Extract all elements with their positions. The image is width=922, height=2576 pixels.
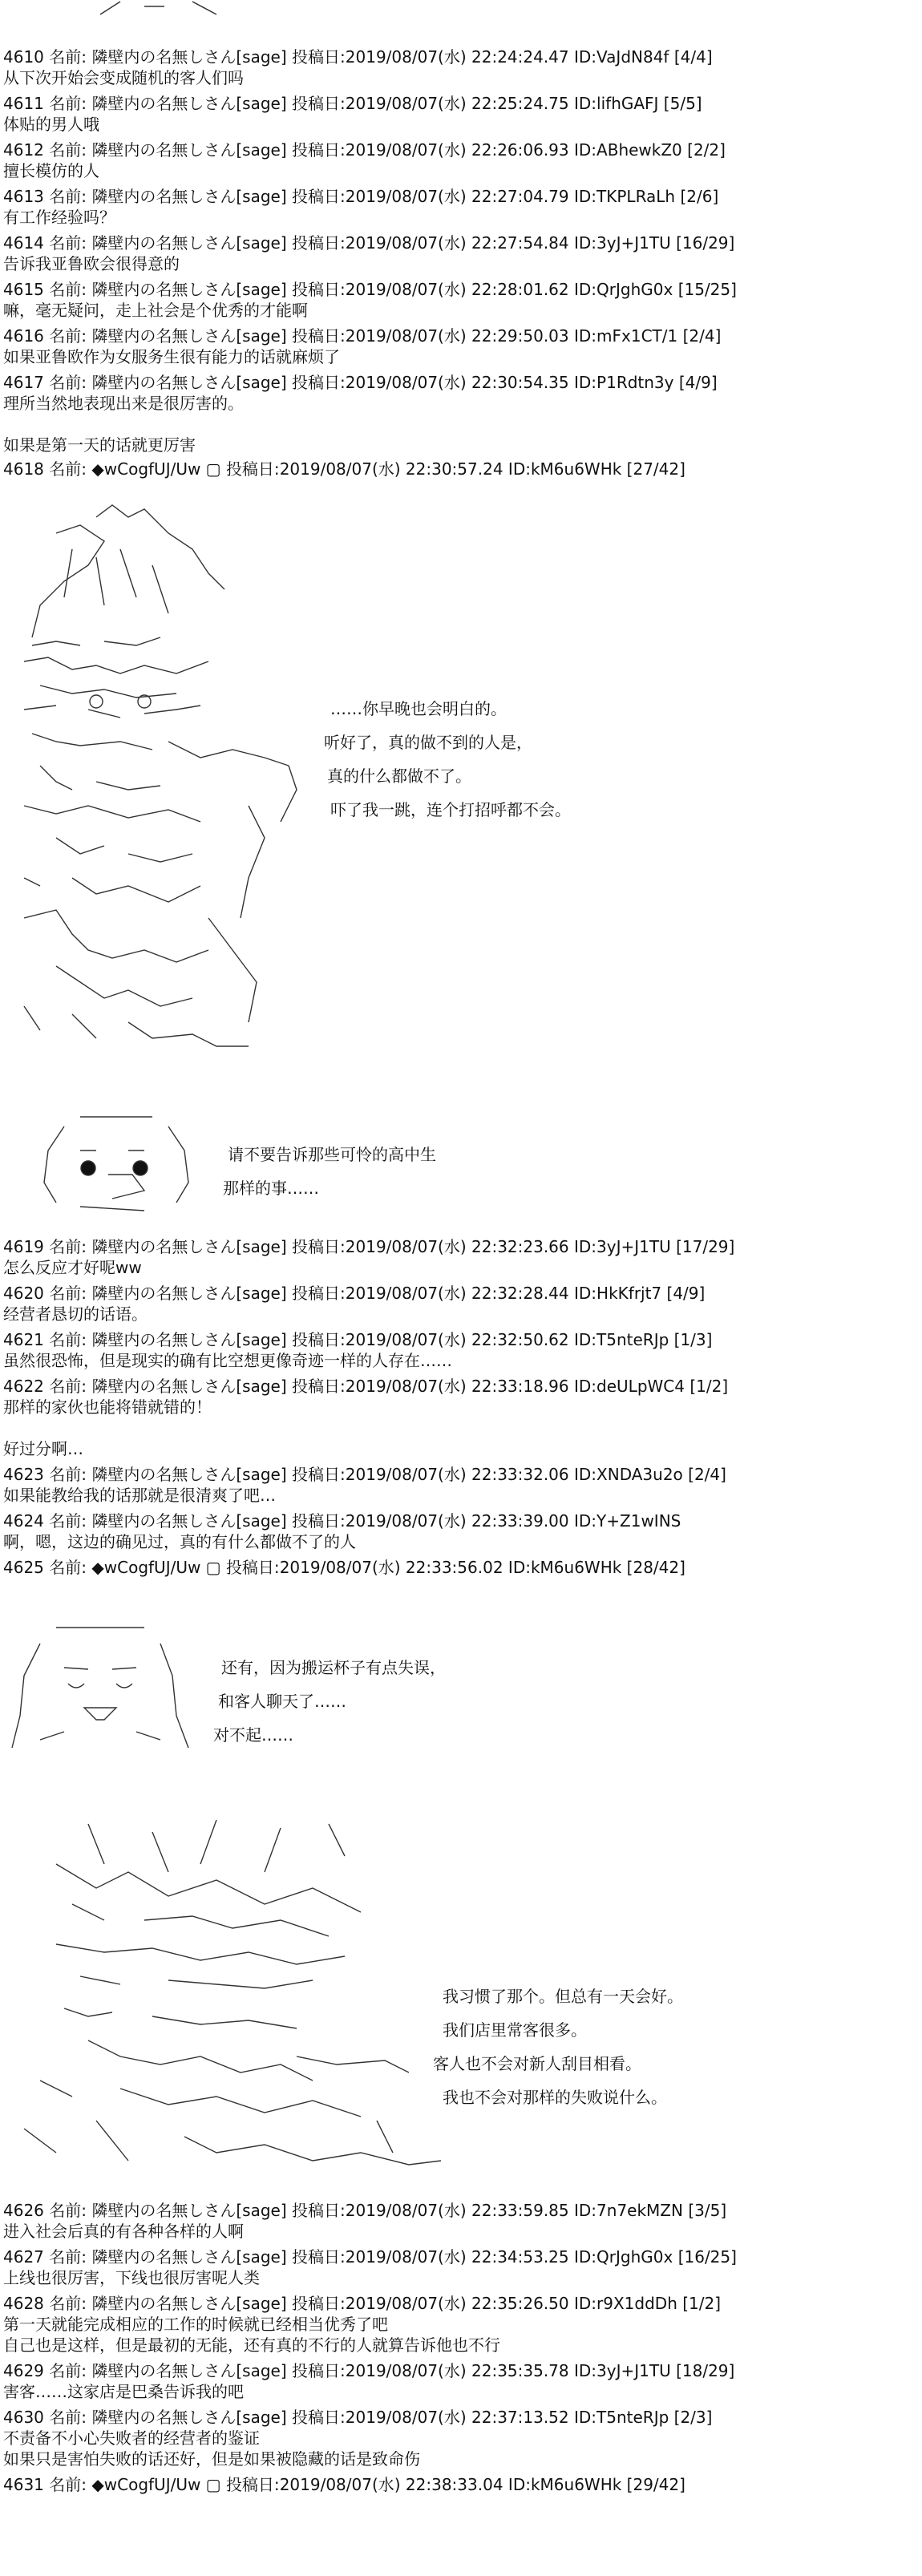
post-body: 理所当然地表现出来是很厉害的。 如果是第一天的话就更厉害: [3, 394, 244, 455]
post-body: 不责备不小心失败者的经营者的鉴证 如果只是害怕失败的话还好，但是如果被隐藏的话是致命伤: [3, 2428, 420, 2469]
dialogue-line: 我也不会对那样的失败说什么。: [443, 2088, 667, 2107]
post-header: 4621 名前: 隣壁内の名無しさん[sage] 投稿日:2019/08/07(水) 22:32:50.62 ID:T5nteRJp [1/3]: [3, 1330, 713, 1349]
post: [3, 372, 917, 455]
dialogue-line: 听好了，真的做不到的人是，: [324, 733, 532, 752]
ascii-art-character-2: [8, 1816, 457, 2169]
post-body: 第一天就能完成相应的工作的时候就已经相当优秀了吧 自己也是这样，但是最初的无能，还有真的不行的人就算告诉他也不行: [3, 2315, 500, 2355]
post-body: 嘛，毫无疑问，走上社会是个优秀的才能啊: [3, 301, 308, 320]
post-header: 4627 名前: 隣壁内の名無しさん[sage] 投稿日:2019/08/07(水) 22:34:53.25 ID:QrJghG0x [16/25]: [3, 2247, 737, 2267]
post-header: 4616 名前: 隣壁内の名無しさん[sage] 投稿日:2019/08/07(水) 22:29:50.03 ID:mFx1CT/1 [2/4]: [3, 326, 722, 346]
post-body: 有工作经验吗？: [3, 208, 115, 227]
post: [3, 1464, 917, 1506]
post-header: 4630 名前: 隣壁内の名無しさん[sage] 投稿日:2019/08/07(水) 22:37:13.52 ID:T5nteRJp [2/3]: [3, 2408, 713, 2427]
post: [3, 140, 917, 181]
post-header: 4629 名前: 隣壁内の名無しさん[sage] 投稿日:2019/08/07(水) 22:35:35.78 ID:3yJ+J1TU [18/29]: [3, 2361, 735, 2380]
post-header: 4625 名前: ◆wCogfUJ/Uw ▢ 投稿日:2019/08/07(水) 22:33:56.02 ID:kM6u6WHk [28/42]: [3, 1558, 685, 1577]
dialogue-line: 和客人聊天了……: [218, 1692, 346, 1711]
post: [3, 233, 917, 274]
post: [3, 279, 917, 321]
post-header: 4626 名前: 隣壁内の名無しさん[sage] 投稿日:2019/08/07(水) 22:33:59.85 ID:7n7ekMZN [3/5]: [3, 2201, 727, 2220]
dialogue-line: 吓了我一跳，连个打招呼都不会。: [330, 800, 571, 819]
post-header: 4619 名前: 隣壁内の名無しさん[sage] 投稿日:2019/08/07(水) 22:32:23.66 ID:3yJ+J1TU [17/29]: [3, 1237, 735, 1256]
post-header: 4610 名前: 隣壁内の名無しさん[sage] 投稿日:2019/08/07(水) 22:24:24.47 ID:VaJdN84f [4/4]: [3, 47, 713, 67]
post-body: 如果亚鲁欧作为女服务生很有能力的话就麻烦了: [3, 347, 340, 366]
post: [3, 2474, 917, 2495]
ascii-art-character-1: [8, 501, 313, 1054]
ascii-art-fragment-top: [96, 0, 224, 16]
dialogue-line: 对不起……: [213, 1725, 293, 1745]
post-body: 如果能教给我的话那就是很清爽了吧…: [3, 1486, 276, 1505]
post: [3, 2407, 917, 2469]
dialogue-line: 我们店里常客很多。: [443, 2020, 587, 2040]
post: [3, 2360, 917, 2402]
post: [3, 1557, 917, 1578]
post-body: 那样的家伙也能将错就错的！ 好过分啊…: [3, 1397, 212, 1458]
post: [3, 1283, 917, 1324]
post-body: 从下次开始会变成随机的客人们吗: [3, 68, 244, 87]
post: [3, 2200, 917, 2242]
dialogue-line: 请不要告诉那些可怜的高中生: [228, 1145, 436, 1164]
post-body: 体贴的男人哦: [3, 115, 99, 134]
post: [3, 1329, 917, 1371]
post: [3, 459, 917, 479]
post-body: 进入社会后真的有各种各样的人啊: [3, 2222, 244, 2241]
ascii-art-face-2: [8, 1620, 192, 1756]
post-header: 4617 名前: 隣壁内の名無しさん[sage] 投稿日:2019/08/07(水) 22:30:54.35 ID:P1Rdtn3y [4/9]: [3, 373, 718, 392]
post: [3, 326, 917, 367]
post: [3, 186, 917, 228]
post-header: 4612 名前: 隣壁内の名無しさん[sage] 投稿日:2019/08/07(水) 22:26:06.93 ID:ABhewkZ0 [2/2]: [3, 140, 726, 160]
post-header: 4631 名前: ◆wCogfUJ/Uw ▢ 投稿日:2019/08/07(水) 22:38:33.04 ID:kM6u6WHk [29/42]: [3, 2475, 685, 2494]
ascii-art-face-1: [32, 1110, 200, 1223]
post-header: 4620 名前: 隣壁内の名無しさん[sage] 投稿日:2019/08/07(水) 22:32:28.44 ID:HkKfrjt7 [4/9]: [3, 1284, 706, 1303]
post-body: 上线也很厉害，下线也很厉害呢人类: [3, 2268, 260, 2287]
post-header: 4623 名前: 隣壁内の名無しさん[sage] 投稿日:2019/08/07(水) 22:33:32.06 ID:XNDA3u2o [2/4]: [3, 1465, 726, 1484]
post-header: 4618 名前: ◆wCogfUJ/Uw ▢ 投稿日:2019/08/07(水) 22:30:57.24 ID:kM6u6WHk [27/42]: [3, 459, 685, 479]
post: [3, 1376, 917, 1459]
dialogue-line: 我习惯了那个。但总有一天会好。: [443, 1987, 683, 2006]
post-header: 4613 名前: 隣壁内の名無しさん[sage] 投稿日:2019/08/07(水) 22:27:04.79 ID:TKPLRaLh [2/6]: [3, 187, 719, 206]
post-header: 4628 名前: 隣壁内の名無しさん[sage] 投稿日:2019/08/07(水) 22:35:26.50 ID:r9X1ddDh [1/2]: [3, 2294, 722, 2313]
post: [3, 47, 917, 88]
dialogue-line: 真的什么都做不了。: [327, 766, 471, 786]
dialogue-line: 还有，因为搬运杯子有点失误，: [221, 1658, 446, 1677]
post-header: 4611 名前: 隣壁内の名無しさん[sage] 投稿日:2019/08/07(水) 22:25:24.75 ID:lifhGAFJ [5/5]: [3, 94, 702, 113]
post-header: 4624 名前: 隣壁内の名無しさん[sage] 投稿日:2019/08/07(水) 22:33:39.00 ID:Y+Z1wINS: [3, 1511, 681, 1531]
dialogue-line: 那样的事……: [223, 1179, 319, 1198]
post-body: 虽然很恐怖，但是现实的确有比空想更像奇迹一样的人存在……: [3, 1351, 452, 1370]
post-body: 啊，嗯，这边的确见过，真的有什么都做不了的人: [3, 1532, 356, 1551]
post-header: 4615 名前: 隣壁内の名無しさん[sage] 投稿日:2019/08/07(水) 22:28:01.62 ID:QrJghG0x [15/25]: [3, 280, 737, 299]
post-header: 4614 名前: 隣壁内の名無しさん[sage] 投稿日:2019/08/07(水) 22:27:54.84 ID:3yJ+J1TU [16/29]: [3, 233, 735, 253]
post: [3, 1510, 917, 1552]
post: [3, 2293, 917, 2356]
post-header: 4622 名前: 隣壁内の名無しさん[sage] 投稿日:2019/08/07(水) 22:33:18.96 ID:deULpWC4 [1/2]: [3, 1377, 729, 1396]
post-body: 擅长模仿的人: [3, 161, 99, 180]
dialogue-line: ……你早晚也会明白的。: [330, 699, 507, 718]
post-body: 害客……这家店是巴桑告诉我的吧: [3, 2382, 244, 2401]
post-body: 告诉我亚鲁欧会很得意的: [3, 254, 180, 273]
post: [3, 2246, 917, 2288]
post-body: 怎么反应才好呢ww: [3, 1258, 142, 1277]
post: [3, 93, 917, 135]
post: [3, 1236, 917, 1278]
post-body: 经营者恳切的话语。: [3, 1304, 148, 1324]
dialogue-line: 客人也不会对新人刮目相看。: [433, 2054, 641, 2073]
